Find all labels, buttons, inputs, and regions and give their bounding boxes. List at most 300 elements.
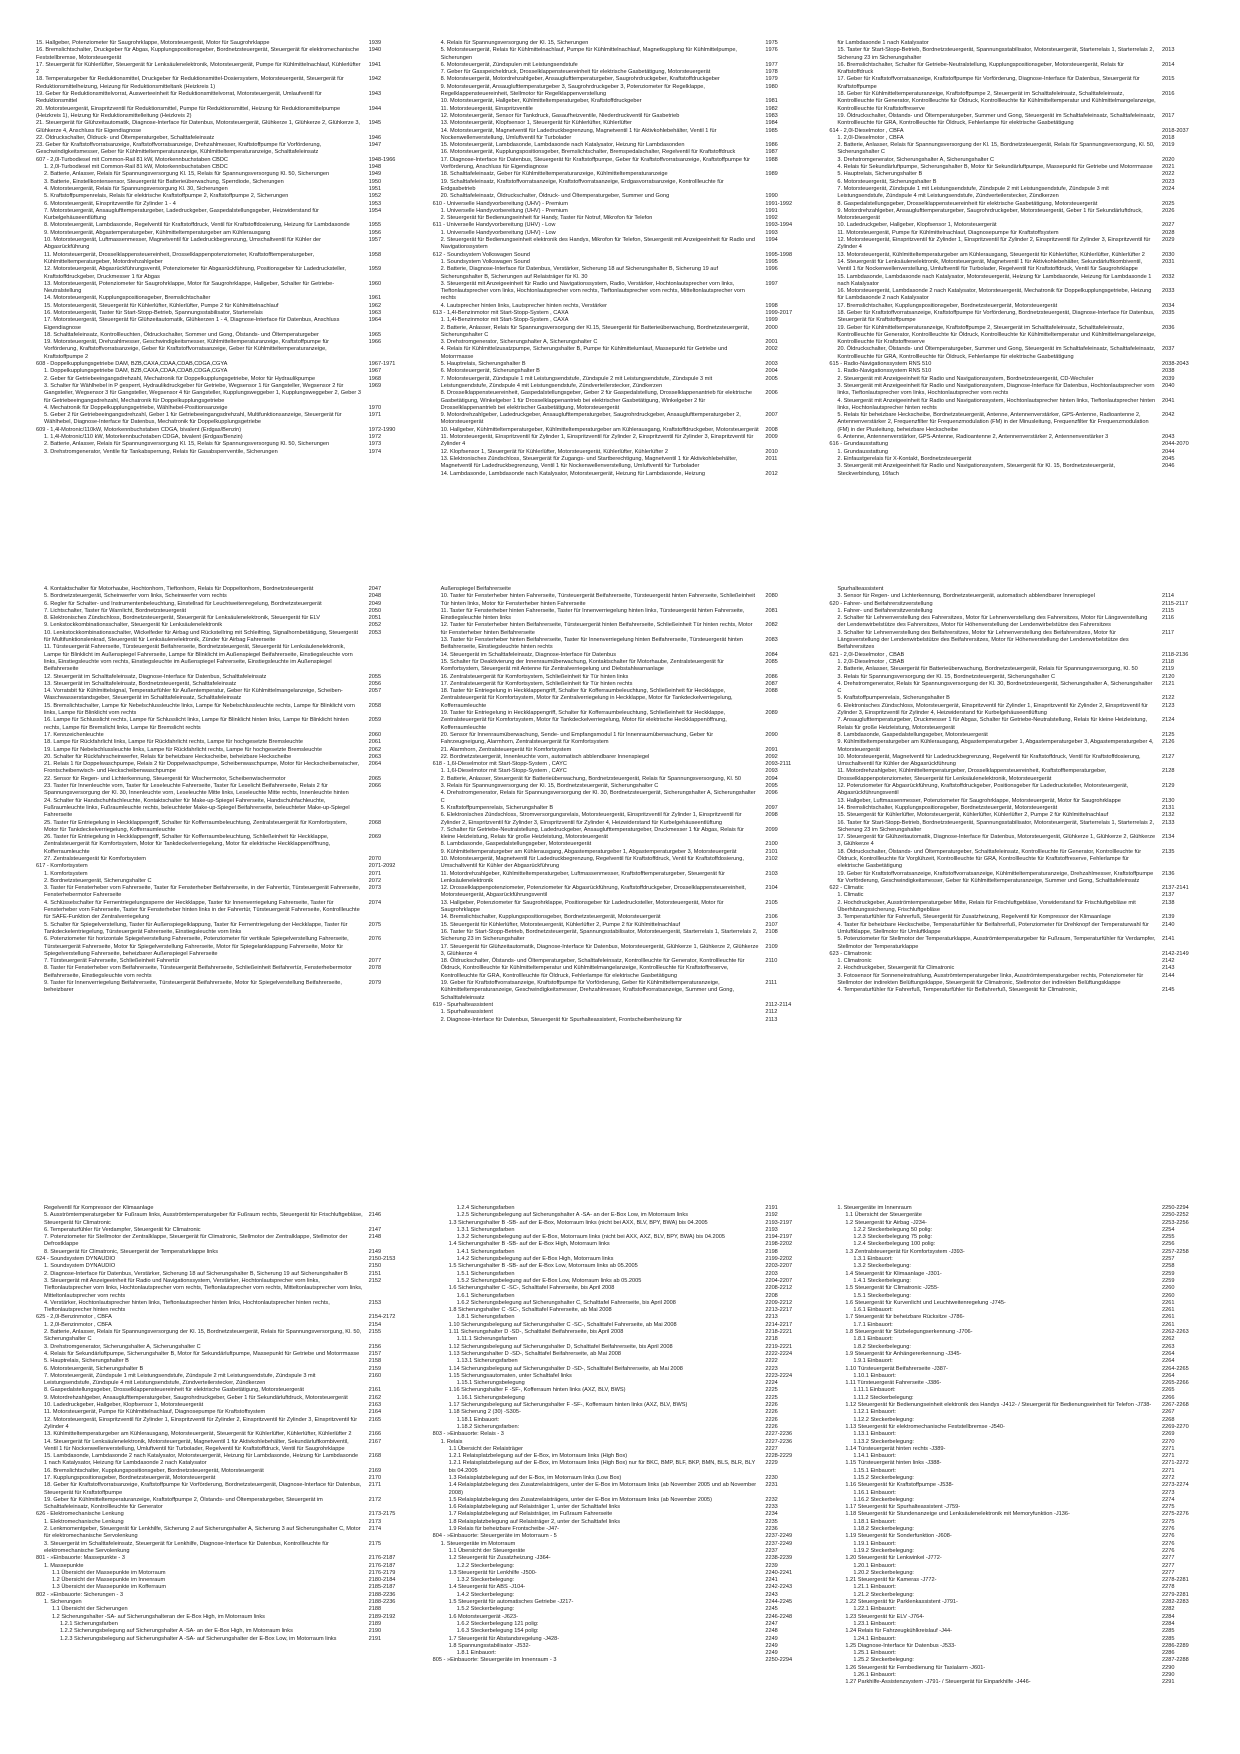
entry-page-ref: 2058: [368, 702, 382, 709]
entry-text: 1.23 Steuergerät für ELV -J764-: [845, 1613, 925, 1620]
entry-page-ref: 1999: [765, 317, 778, 324]
entry-page-ref: 2059: [368, 717, 382, 724]
entry-text: 2. Bordnetzsteuergerät, Sicherungshalter C: [44, 877, 152, 884]
index-entry: [829, 1570, 1204, 1577]
entry-page-ref: 2272: [1162, 1474, 1175, 1481]
entry-text: 1.8 Spannungsstabilisator -J532-: [448, 1642, 531, 1649]
entry-text: 7. Türsteuergerät Fahrerseite, Schließeinheit Fahrertür: [44, 958, 180, 965]
entry-text: 4. Taster für beheizbare Heckscheibe, Temperaturfühler für Beifahrerfuß, Potenziometer für Drehknopf der Temperaturwahl für Umluftklappe, Stellmotor für Umluftklappe: [837, 921, 1149, 935]
entry-text: 4. Steuergerät mit Anzeigeeinheit für Radio und Navigationssystem, Hochtonlautsprecher hinten links, Tieftonlautsprecher hinten links, Hochtonlautsprecher hinten rechts: [837, 397, 1156, 411]
index-entry: [433, 1256, 808, 1263]
index-entry: [829, 1526, 1204, 1533]
entry-page-ref: 2264: [1162, 1372, 1175, 1379]
entry-text: 6. Motorsteuergerät, Sicherungshalter B: [44, 1365, 144, 1372]
entry-text: 12. Klopfsensor 1, Steuergerät für Kühlerlüfter, Motorsteuergerät, Kühlerlüfter, Kühlerlüfter 2: [440, 448, 668, 455]
index-entry: [829, 1577, 1204, 1584]
entry-page-ref: 1990: [765, 193, 778, 200]
index-entry: [36, 135, 411, 142]
entry-text: 5. Kraftstoffpumpenrelais, Sicherungshalter B: [837, 695, 950, 702]
entry-text: 6. Temperaturfühler für Verdampfer, Steuergerät für Climatronic: [44, 1226, 201, 1233]
index-section-heading: [36, 863, 411, 870]
entry-text: 613 - 1,4l-Benzinmotor mit Start-Stopp-System , CAXA: [432, 309, 569, 316]
index-entry: [829, 412, 1204, 434]
entry-text: 1.24 Relais für Fahrzeugkühlkreislauf -J44-: [845, 1628, 952, 1635]
index-entry: [36, 1234, 411, 1249]
entry-text: 2. Batterie, Anlasser, Relais für Spannungsversorgung Kl. 15, Relais für Spannungsversorgung Kl. 50, Sicherungen: [44, 171, 330, 178]
index-entry: [433, 1336, 808, 1343]
index-section-heading: [36, 1592, 411, 1599]
entry-text: 18. Temperaturgeber für Reduktionsmittel, Druckgeber für Reduktionsmittel-Dosiersystem, Motorsteuergerät, Steuergerät für Reduktionsmittelheizung, Heizung für Reduktionsmitteltank (Heizkreis 1): [36, 76, 344, 90]
entry-text: 14. Motorsteuergerät, Kupplungspositionsgeber, Bremslichtschalter: [44, 295, 211, 302]
entry-text: 11. Motorsteuergerät, Pumpe für Kühlmittelnachlauf, Diagnosepumpe für Kraftstoffsystem: [837, 229, 1059, 236]
index-entry: [433, 237, 808, 252]
entry-page-ref: 2163: [368, 1402, 382, 1409]
index-entry: [829, 1307, 1204, 1314]
entry-text: 1. Sicherungen: [44, 1599, 82, 1606]
entry-page-ref: 2246-2248: [765, 1613, 793, 1620]
index-entry: [829, 1592, 1204, 1599]
entry-text: 1.25.2 Steckerbelegung:: [853, 1657, 914, 1664]
entry-text: 11. Motordrehzahlgeber, Kühlmitteltemperaturgeber, Luftmassenmesser, Kraftstofftemperaturgeber, Steuergerät für Lenksäulenelektronik: [440, 870, 725, 884]
entry-text: 1.6 Motorsteuergerät -J623-: [448, 1613, 519, 1620]
entry-text: 1.1 Übersicht der Sicherungen: [52, 1606, 128, 1613]
entry-text: 3. Steuergerät mit Anzeigeeinheit für Radio und Navigationssystem, Steuergerät für Kl. 15, Bordnetzsteuergerät, Steckverbindung, 16fach: [837, 463, 1116, 477]
entry-text: 1.4 Steuergerät für ABS -J104-: [448, 1584, 526, 1591]
entry-page-ref: 2023: [1162, 178, 1175, 185]
entry-text: 1.16.2 Steckerbelegung:: [853, 1496, 914, 1503]
entry-page-ref: 2257-2258: [1162, 1248, 1189, 1255]
entry-page-ref: 2256: [1162, 1241, 1175, 1248]
entry-text: 2. Steuergerät für Bedienungseinheit elektronik des Handys, Mikrofon für Telefon, Steuergerät mit Anzeigeeinheit für Radio und Navigationssystem: [440, 237, 755, 251]
index-entry: [433, 368, 808, 375]
index-entry: [36, 91, 411, 106]
index-section-heading: [433, 310, 808, 317]
index-entry: [433, 841, 808, 848]
entry-text: 1.13 Steuergerät für elektromechanische Feststellbremse -J540-: [845, 1423, 1005, 1430]
entry-page-ref: 2105: [765, 899, 778, 906]
entry-page-ref: 1948: [368, 164, 382, 171]
index-entry: [433, 1285, 808, 1292]
entry-page-ref: 2092: [765, 753, 778, 760]
index-entry: [36, 1482, 411, 1497]
entry-page-ref: 2230: [765, 1474, 778, 1481]
entry-page-ref: 2076: [368, 936, 382, 943]
index-entry: [433, 434, 808, 449]
index-entry: [433, 317, 808, 324]
entry-text: 615 - Radio-Navigationssystem RNS 510: [829, 361, 932, 368]
entry-text: 20. Motorsteuergerät, Einspritzventil für Reduktionsmittel, Pumpe für Reduktionsmittel, Heizung für Reduktionsmittelpumpe (Heizkreis 1), Heizung für Reduktionsmittelleitung (Heizkreis 2): [36, 105, 341, 119]
index-entry: [36, 878, 411, 885]
index-entry: [433, 1249, 808, 1256]
entry-page-ref: 1944: [368, 105, 382, 112]
entry-page-ref: 2264: [1162, 1350, 1175, 1357]
entry-text: 2. Diagnose-Interface für Datenbus, Steuergerät für Spurhalteassistent, Frontscheibenheizung für: [440, 1016, 682, 1023]
entry-text: 1.22.1 Einbauort:: [853, 1606, 896, 1613]
index-entry: [433, 747, 808, 754]
entry-page-ref: 2284: [1162, 1613, 1175, 1620]
index-entry: [829, 630, 1204, 652]
index-column: [36, 1205, 411, 1721]
index-entry: [829, 463, 1204, 478]
entry-text: 1.12 Steuergerät für Bedienungseinheit elektronik des Handys -J412- / Steuergerät für Bedienungseinheit für Telefon -J738-: [845, 1402, 1152, 1409]
entry-text: 1. 2,0l-Dieselmotor , CBAB: [837, 658, 905, 665]
entry-page-ref: 2004: [765, 368, 778, 375]
entry-text: 2. Hochdruckgeber, Steuergerät für Climatronic: [837, 965, 955, 972]
entry-page-ref: 1970: [368, 404, 382, 411]
entry-text: 1.13.2 Steckerbelegung:: [853, 1438, 914, 1445]
index-entry: [36, 732, 411, 739]
entry-text: 1.3 Übersicht der Massepunkte im Kofferraum: [52, 1584, 166, 1591]
entry-page-ref: 2275: [1162, 1518, 1175, 1525]
entry-page-ref: 2271: [1162, 1445, 1175, 1452]
index-entry: [829, 1329, 1204, 1336]
entry-text: 13. Taster für Fensterheber hinten Beifahrerseite, Taster für Innenverriegelung hinten Beifahrerseite, Türsteuergerät hinten Beifahrerseite, Einstiegsleuchte hinten rechts: [440, 637, 743, 651]
index-entry: [433, 1570, 808, 1577]
entry-page-ref: 2012: [765, 470, 778, 477]
entry-page-ref: 2141: [1162, 936, 1175, 943]
index-entry: [829, 892, 1204, 899]
entry-page-ref: 2277: [1162, 1562, 1175, 1569]
entry-text: 1.6 Relaisplatzbelegung auf Relaisträger 1, unter der Schalttafel links: [448, 1504, 621, 1511]
index-entry: [829, 368, 1204, 375]
index-entry: [36, 739, 411, 746]
entry-page-ref: 2243: [765, 1591, 778, 1598]
entry-page-ref: 2101: [765, 848, 778, 855]
entry-text: 5. Schalter für Spiegelverstellung, Taster für Außenspiegelklappung, Taster für Fernentriegelung der Heckklappe, Taster für Tankdeckelentriegelung, Türsteuergerät Fahrerseite, Einstiegsleuchte vorn links: [44, 921, 348, 935]
index-entry: [433, 1643, 808, 1650]
entry-text: 6. Elektronisches Zündschloss, Stromversorgungsrelais, Motorsteuergerät, Einspritzventil für Zylinder 1, Einspritzventil für Zylinder 2, Einspritzventil für Zylinder 3, Einspritzventil für Zylinder 4, Heizwiderstand für Kurbelgehäuseentlüftung: [440, 812, 742, 826]
entry-text: 11. Motorsteuergerät, Drosselklappensteuereinheit, Drosselklappenpotenziometer, Kraftstofftemperaturgeber, Kühlmitteltemperaturgeber, Motordrehzahlgeber: [44, 251, 314, 265]
entry-page-ref: 2000: [765, 324, 778, 331]
entry-text: 3. Fotosensor für Sonneneinstrahlung, Ausströmtemperaturgeber links, Ausströmtemperaturgeber rechts, Potenziometer für Stellmotor der indirekten Belüftungsklappe, Steuergerät für Climatronic, Stellmotor der indirekten Belüftungsklappe: [837, 972, 1144, 987]
entry-text: 8. Steuergerät für Climatronic, Steuergerät der Temperaturklappe links: [44, 1248, 219, 1255]
index-entry: [829, 186, 1204, 201]
entry-text: 1.10.1 Einbauort:: [853, 1372, 896, 1379]
entry-text: 1.18.2 Sicherungsfarben:: [456, 1423, 520, 1430]
entry-text: 13. Steuergerät im Schalttafeleinsatz, Bordnetzsteuergerät, Schalttafeleinsatz: [44, 680, 237, 687]
index-entry: [829, 157, 1204, 164]
entry-page-ref: 2259: [1162, 1277, 1175, 1284]
entry-text: 4. Mechatronik für Doppelkupplungsgetriebe, Wählhebel-Positionsanzeige: [44, 404, 228, 411]
entry-page-ref: 2044: [1162, 448, 1175, 455]
index-entry: [829, 1504, 1204, 1511]
index-column: [433, 1205, 808, 1721]
index-entry: [829, 303, 1204, 310]
entry-text: 6. Potenziometer für horizontale Spiegelverstellung Fahrerseite, Potenziometer für vertikale Spiegelverstellung Fahrerseite, Türsteuergerät Fahrerseite, Motor für Spiegelverstellung Fahrerseite, Motor für Spiegelanklappung Fahrerseite, Motor für Spiegelverstellung Fahrerseite, beheizbarer Außenspiegel Fahrerseite: [44, 936, 349, 957]
index-entry: [433, 783, 808, 790]
entry-text: 1.2.1 Relaisplatzbelegung auf der E-Box, im Motorraum links (High Box) nur für BKC, BMP, BLF, BKP, BMN, BLS, BLR, BLY bis 04.2005: [448, 1460, 756, 1474]
index-entry: [36, 266, 411, 281]
index-entry: [829, 135, 1204, 142]
entry-text: 1.1 Übersicht der Relaisträger: [448, 1445, 523, 1452]
entry-text: 1.11 Sicherungshalter D -SD-, Schalttafel Beifahrerseite, bis April 2008: [448, 1329, 624, 1336]
index-entry: [433, 339, 808, 346]
index-entry: [433, 346, 808, 361]
entry-page-ref: 2085: [765, 658, 778, 665]
index-entry: [433, 1519, 808, 1526]
entry-page-ref: 2002: [765, 346, 778, 353]
entry-page-ref: 2285: [1162, 1628, 1175, 1635]
entry-text: 19. Lampe für Nebelschlussleuchte links, Lampe für Rückfahrlicht rechts, Lampe für hochgesetzte Bremsleuchte: [44, 746, 322, 753]
entry-page-ref: 2176-2179: [368, 1569, 396, 1576]
entry-page-ref: 2277: [1162, 1569, 1175, 1576]
entry-page-ref: 1995: [765, 258, 778, 265]
entry-page-ref: 1998: [765, 302, 778, 309]
entry-text: 3. Drehstromgenerator, Sicherungshalter A, Sicherungshalter C: [44, 1343, 201, 1350]
index-entry: [433, 1504, 808, 1511]
index-entry: [829, 1650, 1204, 1657]
entry-text: 1.12.1 Einbauort:: [853, 1409, 896, 1416]
entry-text: 15. Taster für Start-Stopp-Betrieb, Bordnetzsteuergerät, Spannungsstabilisator, Motorsteuergerät, Starterrelais 1, Starterrelais 2, Sicherung 23 im Sicherungshalter: [837, 47, 1155, 61]
entry-page-ref: 1940: [368, 47, 382, 54]
entry-text: 1. 2,0l-Dieselmotor , CBFA: [837, 134, 904, 141]
entry-text: 6. Motorsteuergerät, Zündspulen mit Leistungsendstufe: [440, 61, 578, 68]
entry-page-ref: 1983: [765, 112, 778, 119]
entry-text: 1.4 Relaisplatzbelegung des Zusatzrelaisträgers, unter der E-Box im Motorraum links (ab November 2005 und ab November 2008): [448, 1482, 757, 1496]
index-entry: [36, 171, 411, 178]
entry-text: 5. Relais für beheizbare Heckscheibe, Bordnetzsteuergerät, Antenne, Antennenverstärker, GPS-Antenne, Radioantenne 2, Antennenverstärker 2, Frequenzfilter für Frequenzmodulation (FM) in der Minusleitung, Frequenzfilter für Frequenzmodulation (FM) in der Plusleitung, beheizbare Heckscheibe: [837, 412, 1149, 433]
index-entry: [433, 193, 808, 200]
entry-text: 8. Drosselklappensteuereinheit, Gaspedalstellungsgeber, Geber 2 für Gaspedalstellung, Drosselklappenantrieb für elektrische Gasbetätigung, Winkelgeber 1 für Drosselklappenantrieb bei elektrischer Gasbetätigung, Winkelgeber 2 für Drosselklappenantrieb bei elektrischer Gasbetätigung, Motorsteuergerät: [440, 390, 752, 411]
entry-text: 10. Motorsteuergerät, Magnetventil für Ladedruckbegrenzung, Regelventil für Kraftstoffdruck, Ventil für Kraftstoffdosierung, Umschaltventil für Kühler der Abgasrückführung: [440, 855, 744, 870]
entry-page-ref: 2227: [765, 1445, 778, 1452]
entry-page-ref: 2018-2037: [1162, 127, 1189, 134]
entry-page-ref: 1967-1971: [368, 361, 396, 368]
entry-page-ref: 2044-2070: [1162, 441, 1189, 448]
entry-page-ref: 2081: [765, 607, 778, 614]
entry-page-ref: 1997: [765, 280, 778, 287]
entry-page-ref: 2066: [368, 783, 382, 790]
entry-text: 4. Temperaturfühler für Fahrerfuß, Temperaturfühler für Beifahrerfuß, Steuergerät für Climatronic,: [837, 987, 1078, 994]
entry-page-ref: 2275: [1162, 1504, 1175, 1511]
entry-text: 3. Drehstromgenerator, Sicherungshalter A, Sicherungshalter C: [440, 339, 598, 346]
index-entry: [829, 812, 1204, 819]
entry-page-ref: 2278-2281: [1162, 1577, 1189, 1584]
index-entry: [829, 1344, 1204, 1351]
entry-page-ref: 2111: [765, 980, 777, 987]
index-entry: [829, 666, 1204, 673]
index-entry: [829, 1336, 1204, 1343]
entry-text: 10. Hallgeber, Kühlmitteltemperaturgeber, Kühlmitteltemperaturgeber am Kühlerausgang, Kraftstoffdruckgeber, Motorsteuergerät: [440, 426, 759, 433]
entry-text: 21. Relais 1 für Doppelwaschpumpe, Relais 2 für Doppelwaschpumpe, Scheibenwaschpumpe, Motor für Heckscheibenwischer, Frontscheibenwisch- und Heckscheibenwaschpumpe: [44, 761, 360, 775]
entry-text: 1.19 Steuergerät für Sonderfunktion -J608-: [845, 1533, 952, 1540]
entry-text: 1.5 Relaisplatzbelegung des Zusatzrelaisträgers, unter der E-Box im Motorraum links (ab November 2005): [448, 1496, 713, 1503]
entry-page-ref: 2063: [368, 753, 382, 760]
entry-page-ref: 2239: [765, 1562, 778, 1569]
entry-text: 21. Alarmhorn, Zentralsteuergerät für Komfortsystem: [440, 746, 572, 753]
entry-text: 1.2 Übersicht der Massepunkte im Innenraum: [52, 1577, 166, 1584]
index-entry: [829, 1439, 1204, 1446]
entry-text: 1.16 Sicherungshalter F -SF-, Kofferraum hinten links (AXZ, BLV, BWS): [448, 1387, 626, 1394]
index-entry: [36, 1526, 411, 1541]
entry-page-ref: 2213: [765, 1314, 778, 1321]
index-entry: [433, 958, 808, 980]
entry-page-ref: 2027: [1162, 222, 1175, 229]
entry-text: 1.15 Türsteuergerät hinten links -J388-: [845, 1460, 942, 1467]
entry-text: 11. Motorsteuergerät, Pumpe für Kühlmittelnachlauf, Diagnosepumpe für Kraftstoffsystem: [44, 1409, 266, 1416]
index-section-heading: [433, 761, 808, 768]
index-entry: [433, 586, 808, 593]
entry-text: 17. Motorsteuergerät, Steuergerät für Glühzeitautomatik, Glühkerzen 1 - 4, Diagnose-Interface für Datenbus, Anschluss Eigendiagnose: [44, 317, 340, 331]
entry-text: 7. Potenziometer für Stellmotor der Zentralklappe, Steuergerät für Climatronic, Stellmotor der Zentralklappe, Stellmotor der Defrostklappe: [44, 1234, 348, 1248]
index-entry: [36, 201, 411, 208]
index-entry: [829, 179, 1204, 186]
index-entry: [829, 1358, 1204, 1365]
entry-page-ref: 2261: [1162, 1314, 1175, 1321]
index-entry: [36, 40, 411, 47]
index-entry: [433, 1358, 808, 1365]
entry-page-ref: 2234: [765, 1511, 778, 1518]
index-entry: [433, 1511, 808, 1518]
entry-text: 1. 1,4l-Motronic/110 kW, Motorkennbuchstaben CDGA, bivalent (Erdgas/Benzin): [44, 434, 243, 441]
index-entry: [36, 164, 411, 171]
entry-text: 14. Motorsteuergerät, Magnetventil für Ladedruckbegrenzung, Magnetventil 1 für Aktivkohlebehälter, Ventil 1 für Nockenwellenverstellung, Umluftventil für Turbolader: [440, 127, 717, 141]
entry-text: 3. Steuergerät mit Anzeigeeinheit für Radio und Navigationssystem, Radio, Verstärker, Hochtonlautsprecher vorn links, Tieftonlautsprecher vorn links, Hochtonlautsprecher vorn rechts, Tieftonlautsprecher vorn rechts, Mitteltonlautsprecher vorn rechts: [440, 280, 745, 302]
entry-text: 622 - Climatic: [829, 885, 864, 892]
index-entry: [36, 747, 411, 754]
entry-page-ref: 2030: [1162, 251, 1175, 258]
entry-page-ref: 1993-1994: [765, 222, 793, 229]
entry-page-ref: 2237-2249: [765, 1533, 793, 1540]
index-entry: [36, 1606, 411, 1613]
entry-page-ref: 2271: [1162, 1467, 1175, 1474]
index-section-heading: [36, 1314, 411, 1321]
entry-text: 16. Motorsteuergerät, Taster für Start-Stopp-Betrieb, Spannungsstabilisator, Starterrelais: [44, 309, 263, 316]
index-entry: [36, 1614, 411, 1621]
entry-page-ref: 2174: [368, 1526, 382, 1533]
entry-page-ref: 2100: [765, 841, 778, 848]
index-entry: [433, 1636, 808, 1643]
entry-page-ref: 1991-1992: [765, 200, 793, 207]
index-entry: [36, 1387, 411, 1394]
index-entry: [829, 1387, 1204, 1394]
index-entry: [36, 885, 411, 900]
entry-page-ref: 2228-2229: [765, 1453, 793, 1460]
index-entry: [829, 1672, 1204, 1679]
index-entry: [36, 1263, 411, 1270]
index-entry: [433, 142, 808, 149]
index-entry: [36, 586, 411, 593]
entry-text: 1.6 Sicherungshalter C -SC-, Schalttafel Fahrerseite, bis April 2008: [448, 1285, 615, 1292]
entry-text: 1.21.2 Steckerbelegung:: [853, 1591, 914, 1598]
entry-page-ref: 2069: [368, 834, 382, 841]
entry-page-ref: 2276: [1162, 1526, 1175, 1533]
entry-text: 2. Steuergerät mit Anzeigeeinheit für Radio und Navigationssystem, Bordnetzsteuergerät, CD-Wechsler: [837, 375, 1094, 382]
entry-text: 1.18.1 Einbauort:: [456, 1416, 500, 1423]
index-entry: [829, 222, 1204, 229]
entry-page-ref: 2077: [368, 958, 382, 965]
entry-text: 1.8 Sicherungshalter C -SC-, Schalttafel Fahrerseite, ab Mai 2008: [448, 1307, 612, 1314]
entry-page-ref: 2117: [1162, 629, 1175, 636]
entry-text: 1.7 Steuergerät für beheizbare Rücksitze -J786-: [845, 1314, 965, 1321]
index-entry: [433, 1417, 808, 1424]
entry-page-ref: 2080: [765, 593, 778, 600]
entry-text: 13. Motorsteuergerät, Klopfsensor 1, Steuergerät für Kühlerlüfter, Kühlerlüfter: [440, 120, 632, 127]
entry-page-ref: 2112-2114: [765, 1001, 792, 1008]
index-section-heading: [829, 128, 1204, 135]
index-section-heading: [36, 157, 411, 164]
entry-text: 8. Motorsteuergerät, Motordrehzahlgeber, Ansauglufttemperaturgeber, Saugrohrdruckgeber, Kraftstoffdruckgeber: [440, 76, 720, 83]
index-entry: [829, 1482, 1204, 1489]
index-entry: [36, 441, 411, 448]
entry-text: 2. Batterie, Anlasser, Steuergerät für Batterieüberwachung, Bordnetzsteuergerät, Relais für Spannungsversorgung, Kl. 50: [440, 775, 742, 782]
entry-page-ref: 1989: [765, 171, 778, 178]
entry-text: 614 - 2,0l-Dieselmotor , CBFA: [829, 127, 904, 134]
index-entry: [829, 40, 1204, 47]
entry-text: 18. Geber für Kühlmitteltemperaturanzeige, Kraftstoffpumpe 2, Steuergerät im Schalttafeleinsatz, Schalttafeleinsatz, Kontrollleuchte für Generator, Kontrollleuchte für Öldruck, Kontrollleuchte für Kühlmitteltemperatur und Kühlmittelmangelanzeige, Kontrollleuchte für Kraftstoffreserve: [837, 91, 1156, 112]
index-entry: [433, 1482, 808, 1497]
entry-page-ref: 2203-2207: [765, 1263, 793, 1270]
index-entry: [829, 1431, 1204, 1438]
entry-page-ref: 2250-2252: [1162, 1212, 1189, 1219]
entry-page-ref: 2144: [1162, 972, 1175, 979]
entry-text: 1. Doppelkupplungsgetriebe DAM, BZB,CAXA,CDAA,CDAB,CDGA,CGYA: [44, 368, 228, 375]
index-entry: [36, 1453, 411, 1468]
entry-page-ref: 2188-2236: [368, 1591, 396, 1598]
index-entry: [829, 674, 1204, 681]
index-entry: [36, 1358, 411, 1365]
entry-page-ref: 2091: [765, 746, 778, 753]
entry-page-ref: 2118-2136: [1162, 651, 1189, 658]
index-entry: [36, 776, 411, 783]
entry-text: 1. Steuergeräte im Motorraum: [440, 1540, 516, 1547]
entry-text: 13. Elektronisches Zündschloss, Steuergerät für Zugangs- und Startberechtigung, Magnetventil 1 für Aktivkohlebehälter, Magnetventil für Ladedruckbegrenzung, Ventil 1 für Nockenwellenverstellung, Umluftventil für Turbolader: [440, 455, 738, 470]
entry-page-ref: 2025: [1162, 200, 1175, 207]
index-entry: [433, 69, 808, 76]
entry-page-ref: 2219-2221: [765, 1343, 793, 1350]
entry-text: 15. Steuergerät für Kühlerlüfter, Motorsteuergerät, Kühlerlüfter, Kühlerlüfter 2, Pumpe 2 für Kühlmittelnachlauf: [837, 812, 1109, 819]
entry-page-ref: 2009: [765, 434, 778, 441]
index-entry: [433, 914, 808, 921]
entry-text: 7. Geber für Gasspeicheldruck, Drosselklappensteuereinheit für elektrische Gasbetätigung, Motorsteuergerät: [440, 69, 711, 76]
entry-text: 1.3.1 Einbauort:: [853, 1256, 893, 1263]
entry-page-ref: 2275-2276: [1162, 1511, 1189, 1518]
entry-page-ref: 2276: [1162, 1547, 1175, 1554]
entry-text: 619 - Spurhalteassistent: [432, 1001, 493, 1008]
entry-text: 12. Motorsteuergerät, Sensor für Tankdruck, Gasaufheizventile, Niederdruckventil für Gasbetrieb: [440, 112, 680, 119]
index-entry: [433, 1307, 808, 1314]
index-entry: [433, 1409, 808, 1416]
entry-page-ref: 1984: [765, 120, 778, 127]
entry-page-ref: 2261: [1162, 1299, 1175, 1306]
index-entry: [829, 1278, 1204, 1285]
entry-page-ref: 2071-2092: [368, 863, 396, 870]
entry-text: 2. Lenkmomentgeber, Steuergerät für Lenkhilfe, Sicherung 2 auf Sicherungshalter A, Sicherung 3 auf Sicherungshalter C, Motor für elektromechanische Servolenkung: [44, 1526, 361, 1540]
entry-text: 1.3.2 Steckerbelegung:: [456, 1577, 515, 1584]
entry-text: 9. Motordrehzahlgeber, Ladedruckgeber, Ansauglufttemperaturgeber, Saugrohrdruckgeber, Ansauglufttemperaturgeber 2, Motorsteuergerät: [440, 412, 741, 426]
index-entry: [433, 1563, 808, 1570]
entry-page-ref: 2055: [368, 673, 382, 680]
entry-text: 3. Relais für Spannungsversorgung der Kl. 15, Bordnetzsteuergerät, Sicherungshalter C: [837, 673, 1056, 680]
entry-page-ref: 2153: [368, 1299, 382, 1306]
entry-page-ref: 1996: [765, 266, 778, 273]
entry-text: 1.5 Steuergerät für Climatronic -J255-: [845, 1285, 939, 1292]
index-entry: [433, 1439, 808, 1446]
entry-page-ref: 2003: [765, 361, 778, 368]
entry-text: 9. Motorsteuergerät, Abgastemperaturgeber, Kühlmitteltemperaturgeber am Kühlerausgang: [44, 229, 271, 236]
index-entry: [36, 332, 411, 339]
entry-text: 1.17 Steuergerät für Spurhalteassistent -J759-: [845, 1504, 961, 1511]
index-band: [36, 586, 1204, 1141]
index-entry: [829, 1402, 1204, 1409]
index-entry: [829, 987, 1204, 994]
entry-text: 13. Hallgeber, Potenziometer für Saugrohrklappe, Positionsgeber für Ladedrucksteller, Motorsteuergerät, Motor für Saugrohrklappe: [440, 899, 724, 914]
entry-page-ref: 2282: [1162, 1606, 1175, 1613]
entry-page-ref: 2173-2175: [368, 1511, 396, 1518]
index-entry: [36, 1329, 411, 1344]
index-entry: [433, 1212, 808, 1219]
entry-text: 11. Türsteuergerät Fahrerseite, Türsteuergerät Beifahrerseite, Bordnetzsteuergerät, Steuergerät für Lenksäulenelektronik, Lampe für Blinklicht im Außenspiegel Fahrerseite, Lampe für Blinklicht im Außenspiegel Beifahrerseite, Einstiegsleuchte vorn links, Einstiegsleuchte vorn rechts, Einstiegsleuchte im Außenspiegel Fahrerseite, Einstiegsleuchte im Außenspiegel Beifahrerseite: [44, 644, 353, 673]
